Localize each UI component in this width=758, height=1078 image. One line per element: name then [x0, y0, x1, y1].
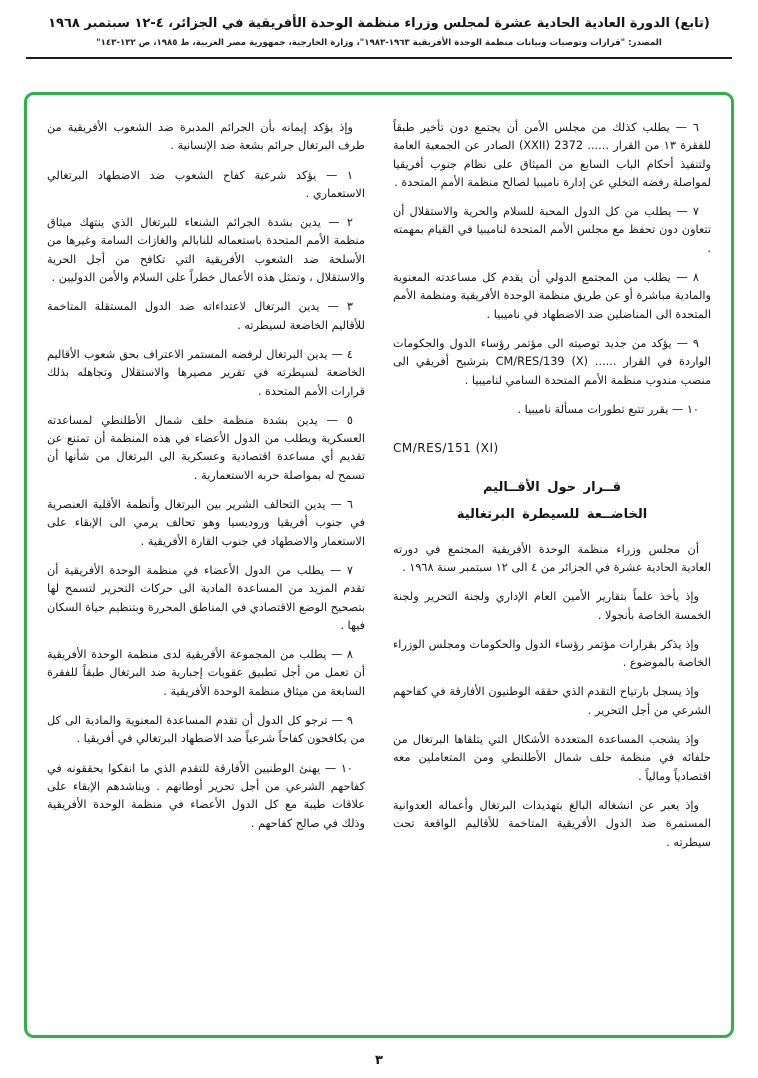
page-number: ٣: [375, 1053, 383, 1068]
resolution-title-line2: الخاضــعة للسيطرة البرتغالية: [456, 506, 648, 522]
clause-paragraph: ٨ — يطلب من المجموعة الأفريقية لدى منظمة الوحدة الأفريقية أن تعمل من أجل تطبيق عقوبات إجبارية ضد البرتغال طبقاً للفقرة السابعة من ميثاق منظمة الوحدة الأفريقية .: [47, 648, 365, 698]
clause-paragraph: ٣ — يدين البرتغال لاعتداءاته ضد الدول المستقلة المتاخمة للأقاليم الخاضعة لسيطرته .: [47, 300, 365, 332]
clause-paragraph: ١ — يؤكد شرعية كفاح الشعوب ضد الاضطهاد البرتغالي الاستعماري .: [47, 168, 365, 200]
clause-paragraph: ١٠ — يهنئ الوطنيين الأفارقة للتقدم الذي ما انفكوا يحققونه في كفاحهم الشرعي من أجل تحرير أوطانهم . ويناشدهم الإبقاء على علاقات طيبة مع كل الدول الأعضاء في منظمة الوحدة الأفريقية وذلك في صالح كفاحهم .: [47, 761, 365, 830]
preamble-paragraph: وإذ يعبر عن انشغاله البالغ بتهديدات البرتغال وأعماله العدوانية المستمرة ضد الدول الأفريقية المتاخمة للأقاليم الواقعة تحت سيطرته .: [393, 798, 711, 849]
clause-paragraph: ٧ — يطلب من كل الدول المحبة للسلام والحرية والاستقلال أن تتعاون دون تحفظ مع مجلس الأمم المتحدة لناميبيا في القيام بمهمته .: [393, 205, 711, 255]
header-title: (تابع) الدورة العادية الحادية عشرة لمجلس وزراء منظمة الوحدة الأفريقية في الجزائر، ٤-١٢ سبتمبر ١٩٦٨: [48, 16, 710, 31]
preamble-paragraph: وإذ يؤكد إيمانه بأن الجرائم المدبرة ضد الشعوب الأفريقية من طرف البرتغال جرائم بشعة ضد الإنسانية .: [47, 121, 365, 153]
column-right: [393, 119, 711, 1019]
header-divider: [26, 57, 732, 59]
preamble-paragraph: وإذ يذكر بقرارات مؤتمر رؤساء الدول والحكومات ومجلس الوزراء الخاصة بالموضوع .: [393, 637, 711, 670]
clause-paragraph: ٦ — يطلب كذلك من مجلس الأمن أن يجتمع دون تأخير طبقاً للفقرة ١٣ من القرار ...... 2372 (XXII) الصادر عن الجمعية العامة ولتنفيذ أحكام الباب السابع من الميثاق على نظام جنوب أفريقيا لمواصلة رفضه التخلي عن إدارة ناميبيا لصالح منظمة الأمم المتحدة .: [393, 121, 711, 189]
header-source-line: المصدر: "قرارات وتوصيات وبيانات منظمة الوحدة الأفريقية ١٩٦٣-١٩٨٣"، وزارة الخارجية، جمهورية مصر العربية، ط ١٩٨٥، ص ١٣٢-١٤٣": [96, 38, 662, 48]
preamble-paragraph: أن مجلس وزراء منظمة الوحدة الأفريقية المجتمع في دورته العادية الحادية عشرة في الجزائر من ٤ الى ١٢ سبتمبر سنة ١٩٦٨ .: [393, 542, 711, 574]
content-border-box: [24, 92, 734, 1038]
clause-paragraph: ٩ — يؤكد من جديد توصيته الى مؤتمر رؤساء الدول والحكومات الواردة في القرار ...... CM/RES/139 (X) بترشيح أفريقي الى منصب مندوب منظمة الأمم المتحدة السامي لناميبيا .: [393, 336, 711, 387]
two-column-layout: [47, 119, 711, 1019]
clause-paragraph: ٤ — يدين البرتغال لرفضه المستمر الاعتراف بحق شعوب الأقاليم الخاضعة لسيطرته في تقرير مصيرها والاستقلال وتجاهله بذلك قرارات الأمم المتحدة .: [47, 347, 365, 398]
resolution-id: CM/RES/151 (XI): [393, 441, 499, 456]
resolution-title-line1: قــرار حول الأقــاليم: [482, 479, 622, 495]
clause-paragraph: ٧ — يطلب من الدول الأعضاء في منظمة الوحدة الأفريقية أن تقدم المزيد من المساعدة المادية الى حركات التحرير لتسمح لها بتصحيح الوضع الاقتصادي في المناطق المحررة وبتنظيم حياة السكان فيها .: [47, 563, 365, 632]
clause-paragraph: ٢ — يدين بشدة الجرائم الشنعاء للبرتغال الذي ينتهك ميثاق منظمة الأمم المتحدة باستعماله للنابالم والغازات السامة وغيرها من الأسلحة ضد الشعوب الأفريقية التي تكافح من أجل الحرية والاستقلال ، وتمثل هذه الأعمال خطراً على السلام والأمن الدوليين .: [47, 216, 365, 285]
preamble-paragraph: وإذ يأخذ علماً بتقارير الأمين العام الإداري ولجنة التحرير ولجنة الخمسة الخاصة بأنجولا .: [393, 590, 711, 622]
preamble-paragraph: وإذ يشجب المساعدة المتعددة الأشكال التي يتلقاها البرتغال من حلفائه في منظمة حلف شمال الأطلنطي ومن المتعاملين معه اقتصادياً ومالياً .: [393, 733, 711, 783]
clause-paragraph: ٩ — ترجو كل الدول أن تقدم المساعدة المعنوية والمادية الى كل من يكافحون كفاحاً شرعياً ضد الاضطهاد البرتغالي في أفريقيا .: [47, 714, 365, 746]
clause-paragraph: ٦ — يدين التحالف الشرير بين البرتغال وأنظمة الأقلية العنصرية في جنوب أفريقيا وروديسيا وهو تحالف يرمي الى الإبقاء على الاستعمار والاضطهاد في جنوب القارة الأفريقية .: [47, 498, 365, 548]
preamble-paragraph: وإذ يسجل بارتياح التقدم الذي حققه الوطنيون الأفارقة في كفاحهم الشرعي من أجل التحرير .: [393, 685, 711, 717]
clause-paragraph: ٥ — يدين بشدة منظمة حلف شمال الأطلنطي لمساعدته العسكرية ويطلب من الدول الأعضاء في هذه المنظمة أن تمتنع عن تقديم أي مساعدة اقتصادية وعسكرية الى البرتغال من شأنها أن تسمح له بمواصلة حربه الاستعمارية .: [47, 413, 365, 482]
clause-paragraph: ١٠ — يقرر تتبع تطورات مسألة ناميبيا .: [517, 402, 699, 416]
clause-paragraph: ٨ — يطلب من المجتمع الدولي أن يقدم كل مساعدته المعنوية والمادية مباشرة أو عن طريق منظمة الوحدة الأفريقية ومنظمة الأمم المتحدة الى المناضلين ضد الاضطهاد في ناميبيا .: [393, 271, 711, 321]
column-left: [47, 119, 365, 1019]
page-header: [0, 0, 758, 59]
